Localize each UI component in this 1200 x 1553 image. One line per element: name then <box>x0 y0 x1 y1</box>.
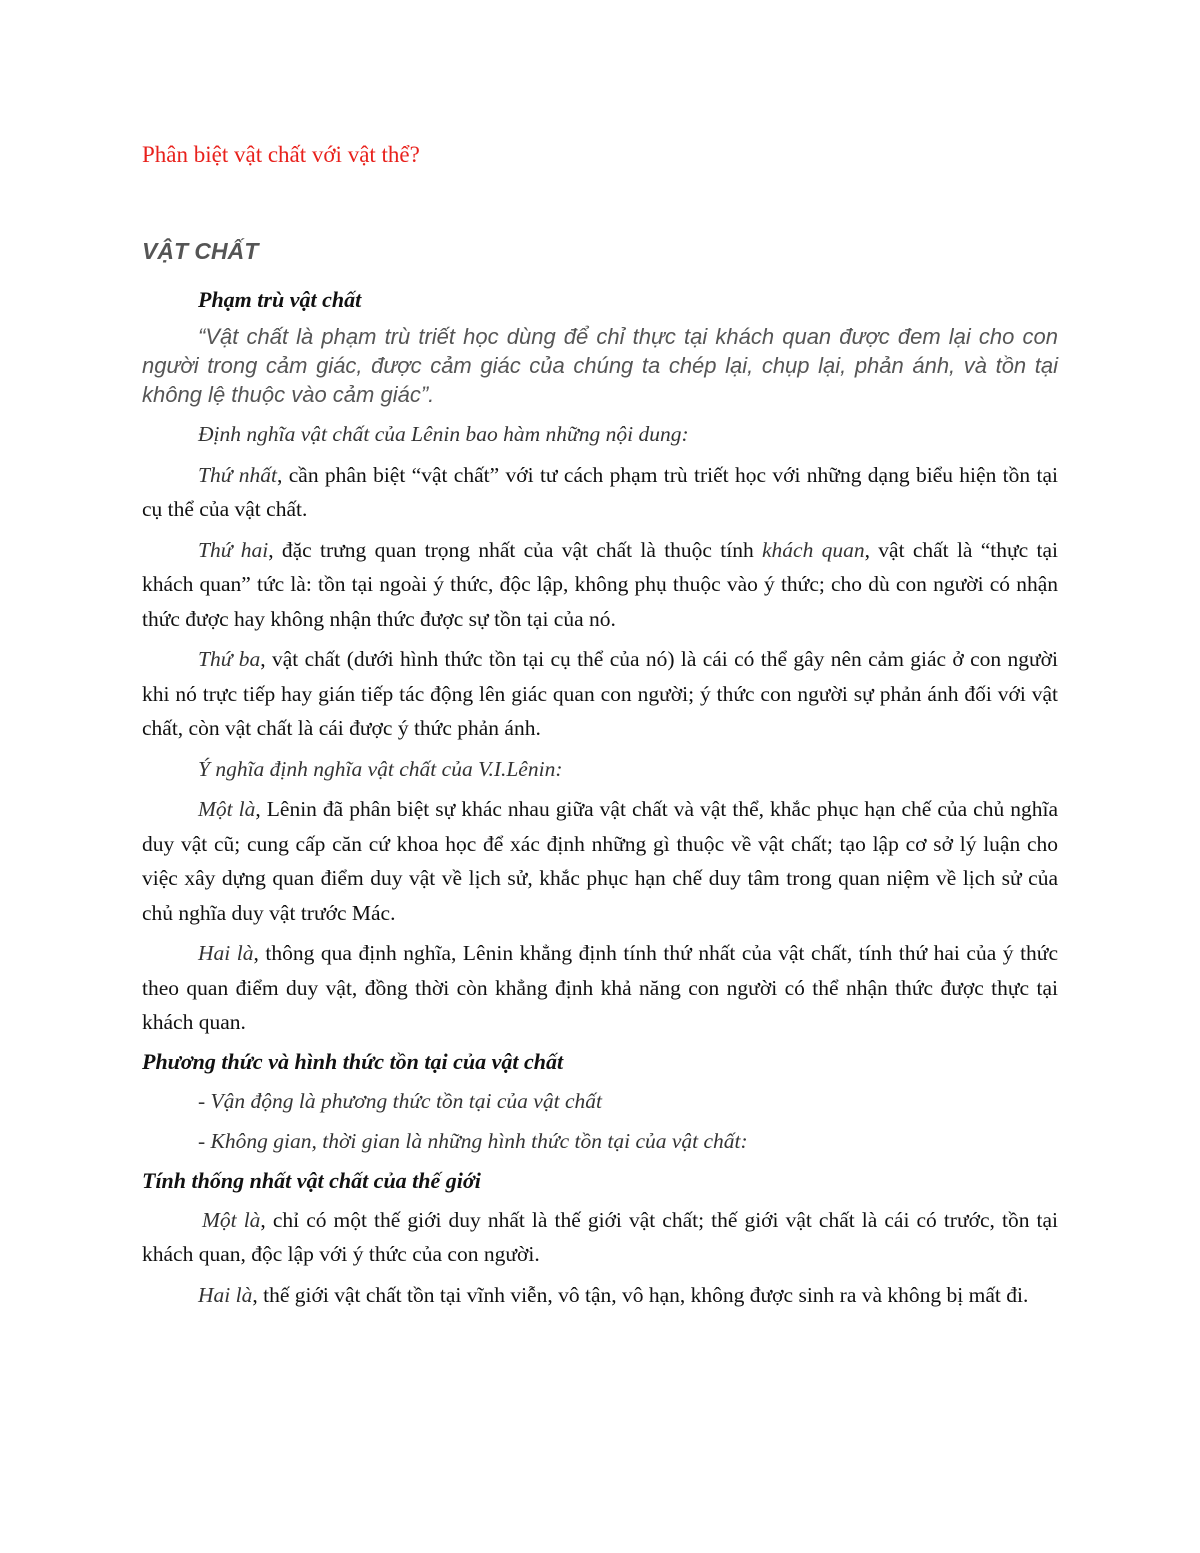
unity-one-text: , chỉ có một thế giới duy nhất là thế giới vật chất; thế giới vật chất là cái có trước, tồn tại khách quan, độc lập với ý thức của con người. <box>142 1207 1058 1266</box>
point-two-text-a: , đặc trưng quan trọng nhất của vật chất là thuộc tính <box>268 537 762 562</box>
meaning-two <box>142 936 1058 1040</box>
meaning-one-lead: Một là <box>198 797 256 821</box>
meaning-one <box>142 792 1058 930</box>
mode-item: - Vận động là phương thức tồn tại của vật chất <box>198 1088 602 1113</box>
point-two <box>142 533 1058 637</box>
unity-two-text: , thế giới vật chất tồn tại vĩnh viễn, vô tận, vô hạn, không được sinh ra và không bị mất đi. <box>252 1282 1029 1307</box>
unity-heading: Tính thống nhất vật chất của thế giới <box>142 1167 481 1193</box>
meaning-one-text: , Lênin đã phân biệt sự khác nhau giữa vật chất và vật thể, khắc phục hạn chế của chủ nghĩa duy vật cũ; cung cấp căn cứ khoa học để xác định những gì thuộc về vật chất; tạo lập cơ sở lý luận cho việc xây dựng quan điểm duy vật về lịch sử, khắc phục hạn chế duy tâm trong quan niệm về lịch sử của chủ nghĩa duy vật trước Mác. <box>142 797 1058 925</box>
point-two-text-b: , vật chất là “thực tại khách quan” tức là: tồn tại ngoài ý thức, độc lập, không phụ thuộc vào ý thức; cho dù con người có nhận thức được hay không nhận thức được sự tồn tại của nó. <box>142 537 1058 631</box>
page-title: Phân biệt vật chất với vật thể? <box>142 142 420 167</box>
point-three-lead: Thứ ba <box>198 647 261 671</box>
unity-two <box>142 1278 1058 1313</box>
point-one-text: , cần phân biệt “vật chất” với tư cách phạm trù triết học với những dạng biểu hiện tồn tại cụ thể của vật chất. <box>142 462 1058 521</box>
point-three-text: , vật chất (dưới hình thức tồn tại cụ thể của nó) là cái có thể gây nên cảm giác ở con người khi nó trực tiếp hay gián tiếp tác động lên giác quan con người; ý thức con người sự phản ánh đối với vật chất, còn vật chất là cái được ý thức phản ánh. <box>142 647 1058 740</box>
point-three <box>142 642 1058 746</box>
mode-heading: Phương thức và hình thức tồn tại của vật chất <box>142 1048 564 1074</box>
category-heading: Phạm trù vật chất <box>198 287 362 312</box>
point-two-lead: Thứ hai <box>198 537 269 562</box>
point-one-lead: Thứ nhất <box>198 462 278 487</box>
meaning-two-lead: Hai là <box>198 941 254 965</box>
point-two-emphasis: khách quan <box>762 537 865 562</box>
section-heading: VẬT CHẤT <box>142 238 259 264</box>
document-body <box>142 284 1058 1318</box>
mode-item: - Không gian, thời gian là những hình thức tồn tại của vật chất: <box>198 1129 748 1153</box>
meaning-two-text: , thông qua định nghĩa, Lênin khẳng định tính thứ nhất của vật chất, tính thứ hai của ý thức theo quan điểm duy vật, đồng thời còn khẳng định khả năng con người có thể nhận thức được thực tại khách quan. <box>142 941 1058 1034</box>
meaning-intro: Ý nghĩa định nghĩa vật chất của V.I.Lênin: <box>198 756 563 781</box>
unity-one-lead: Một là <box>202 1207 261 1232</box>
point-one <box>142 458 1058 527</box>
definition-quote: “Vật chất là phạm trù triết học dùng để chỉ thực tại khách quan được đem lại cho con người trong cảm giác, được cảm giác của chúng ta chép lại, chụp lại, phản ánh, và tồn tại không lệ thuộc vào cảm giác”. <box>142 324 1058 407</box>
content-intro: Định nghĩa vật chất của Lênin bao hàm những nội dung: <box>198 422 689 446</box>
unity-one <box>142 1203 1058 1272</box>
unity-two-lead: Hai là <box>198 1282 253 1307</box>
